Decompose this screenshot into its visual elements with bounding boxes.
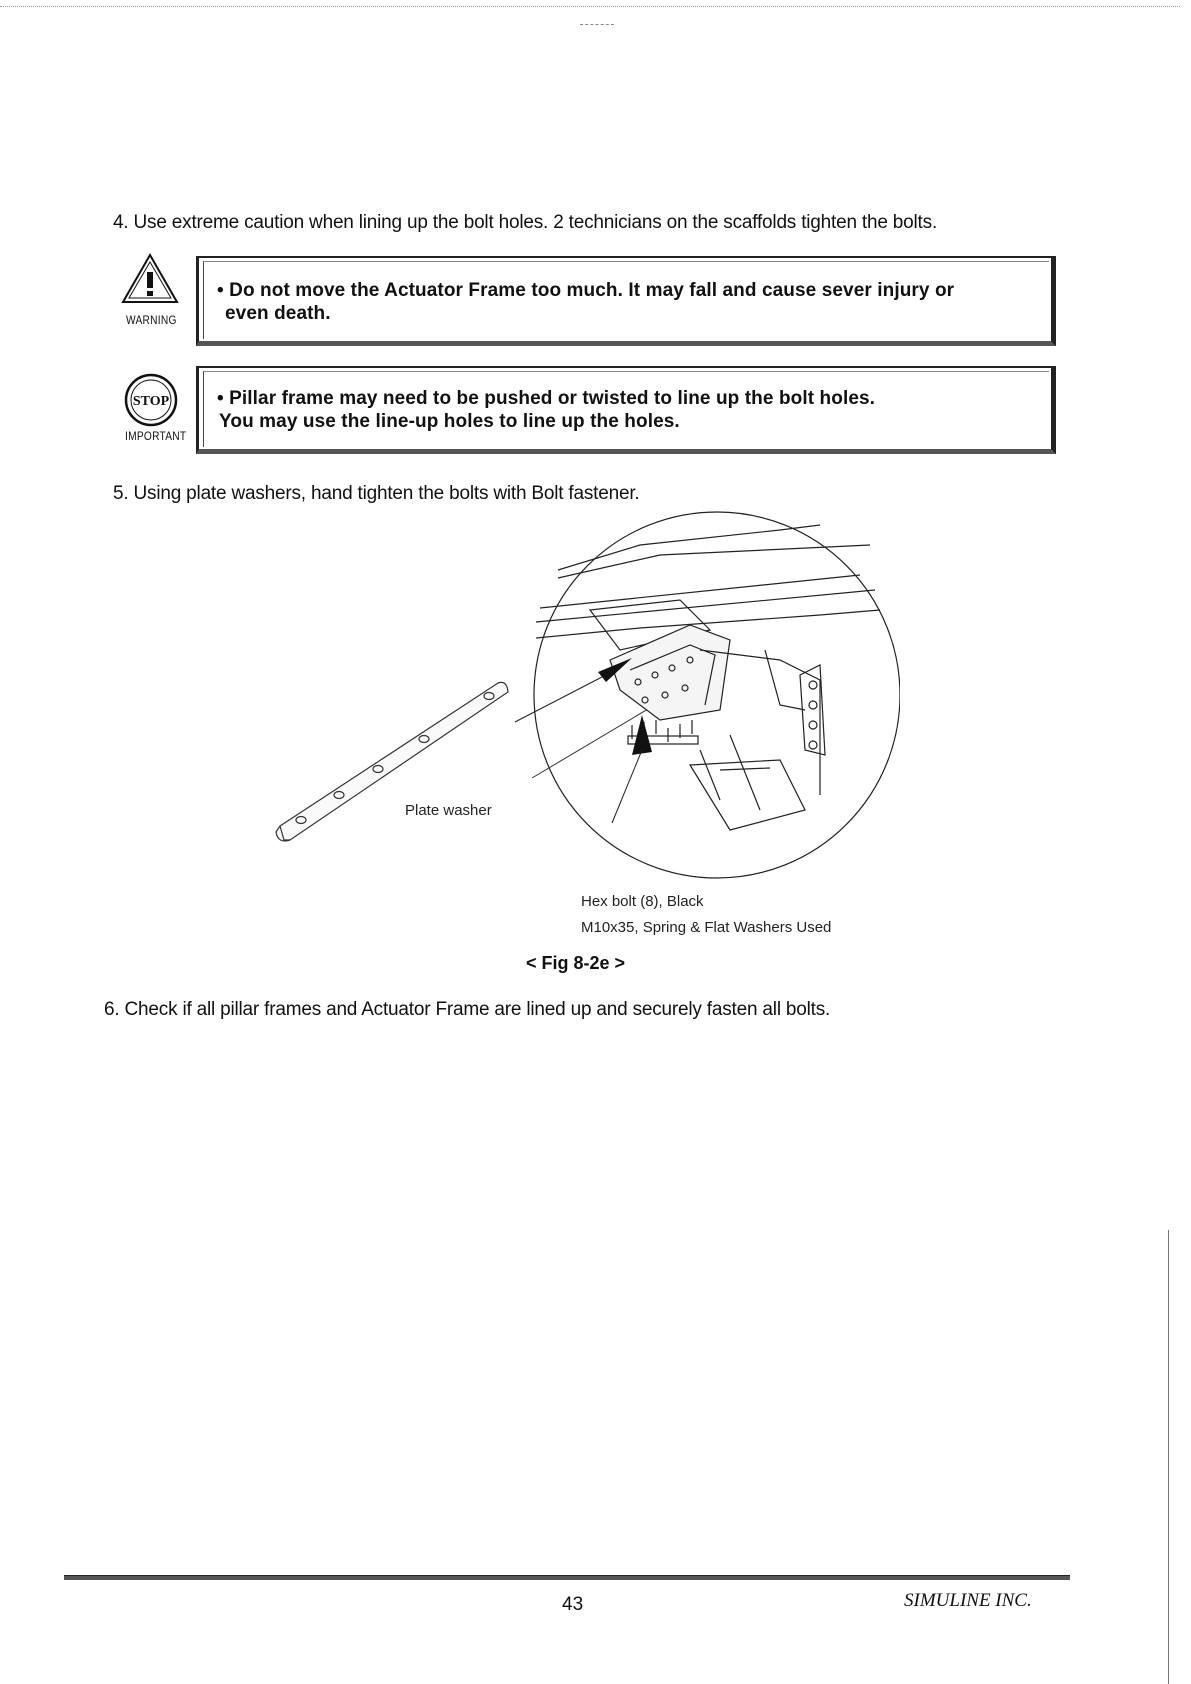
top-mark — [580, 24, 614, 25]
figure-caption: < Fig 8-2e > — [526, 953, 626, 973]
hex-bolt-label-line2: M10x35, Spring & Flat Washers Used — [581, 919, 832, 936]
important-text-line2: You may use the line-up holes to line up the holes. — [219, 411, 680, 432]
important-label: IMPORTANT — [125, 429, 187, 443]
detail-circle — [534, 512, 900, 878]
company-name: SIMULINE INC. — [904, 1590, 1032, 1611]
warning-label: WARNING — [126, 313, 177, 327]
page-number: 43 — [562, 1594, 584, 1615]
footer-rule — [64, 1575, 1070, 1580]
stop-icon — [123, 372, 179, 428]
warning-text-line2: even death. — [225, 303, 331, 324]
warning-triangle-icon — [120, 252, 180, 306]
plate-washer-label: Plate washer — [405, 802, 492, 819]
important-text-line1: • Pillar frame may need to be pushed or twisted to line up the bolt holes. — [217, 388, 876, 409]
right-margin-line — [1168, 1230, 1169, 1684]
top-edge-rule — [0, 6, 1180, 7]
step-6-text: 6. Check if all pillar frames and Actuator Frame are lined up and securely fasten all bolts. — [104, 999, 831, 1020]
hex-bolt-label-line1: Hex bolt (8), Black — [581, 893, 704, 910]
svg-text:STOP: STOP — [132, 394, 170, 409]
step-5-text: 5. Using plate washers, hand tighten the bolts with Bolt fastener. — [113, 483, 640, 504]
step-4-text: 4. Use extreme caution when lining up the bolt holes. 2 technicians on the scaffolds tighten the bolts. — [113, 212, 938, 233]
assembly-figure — [260, 510, 900, 890]
warning-text-line1: • Do not move the Actuator Frame too much. It may fall and cause sever injury or — [217, 280, 955, 301]
